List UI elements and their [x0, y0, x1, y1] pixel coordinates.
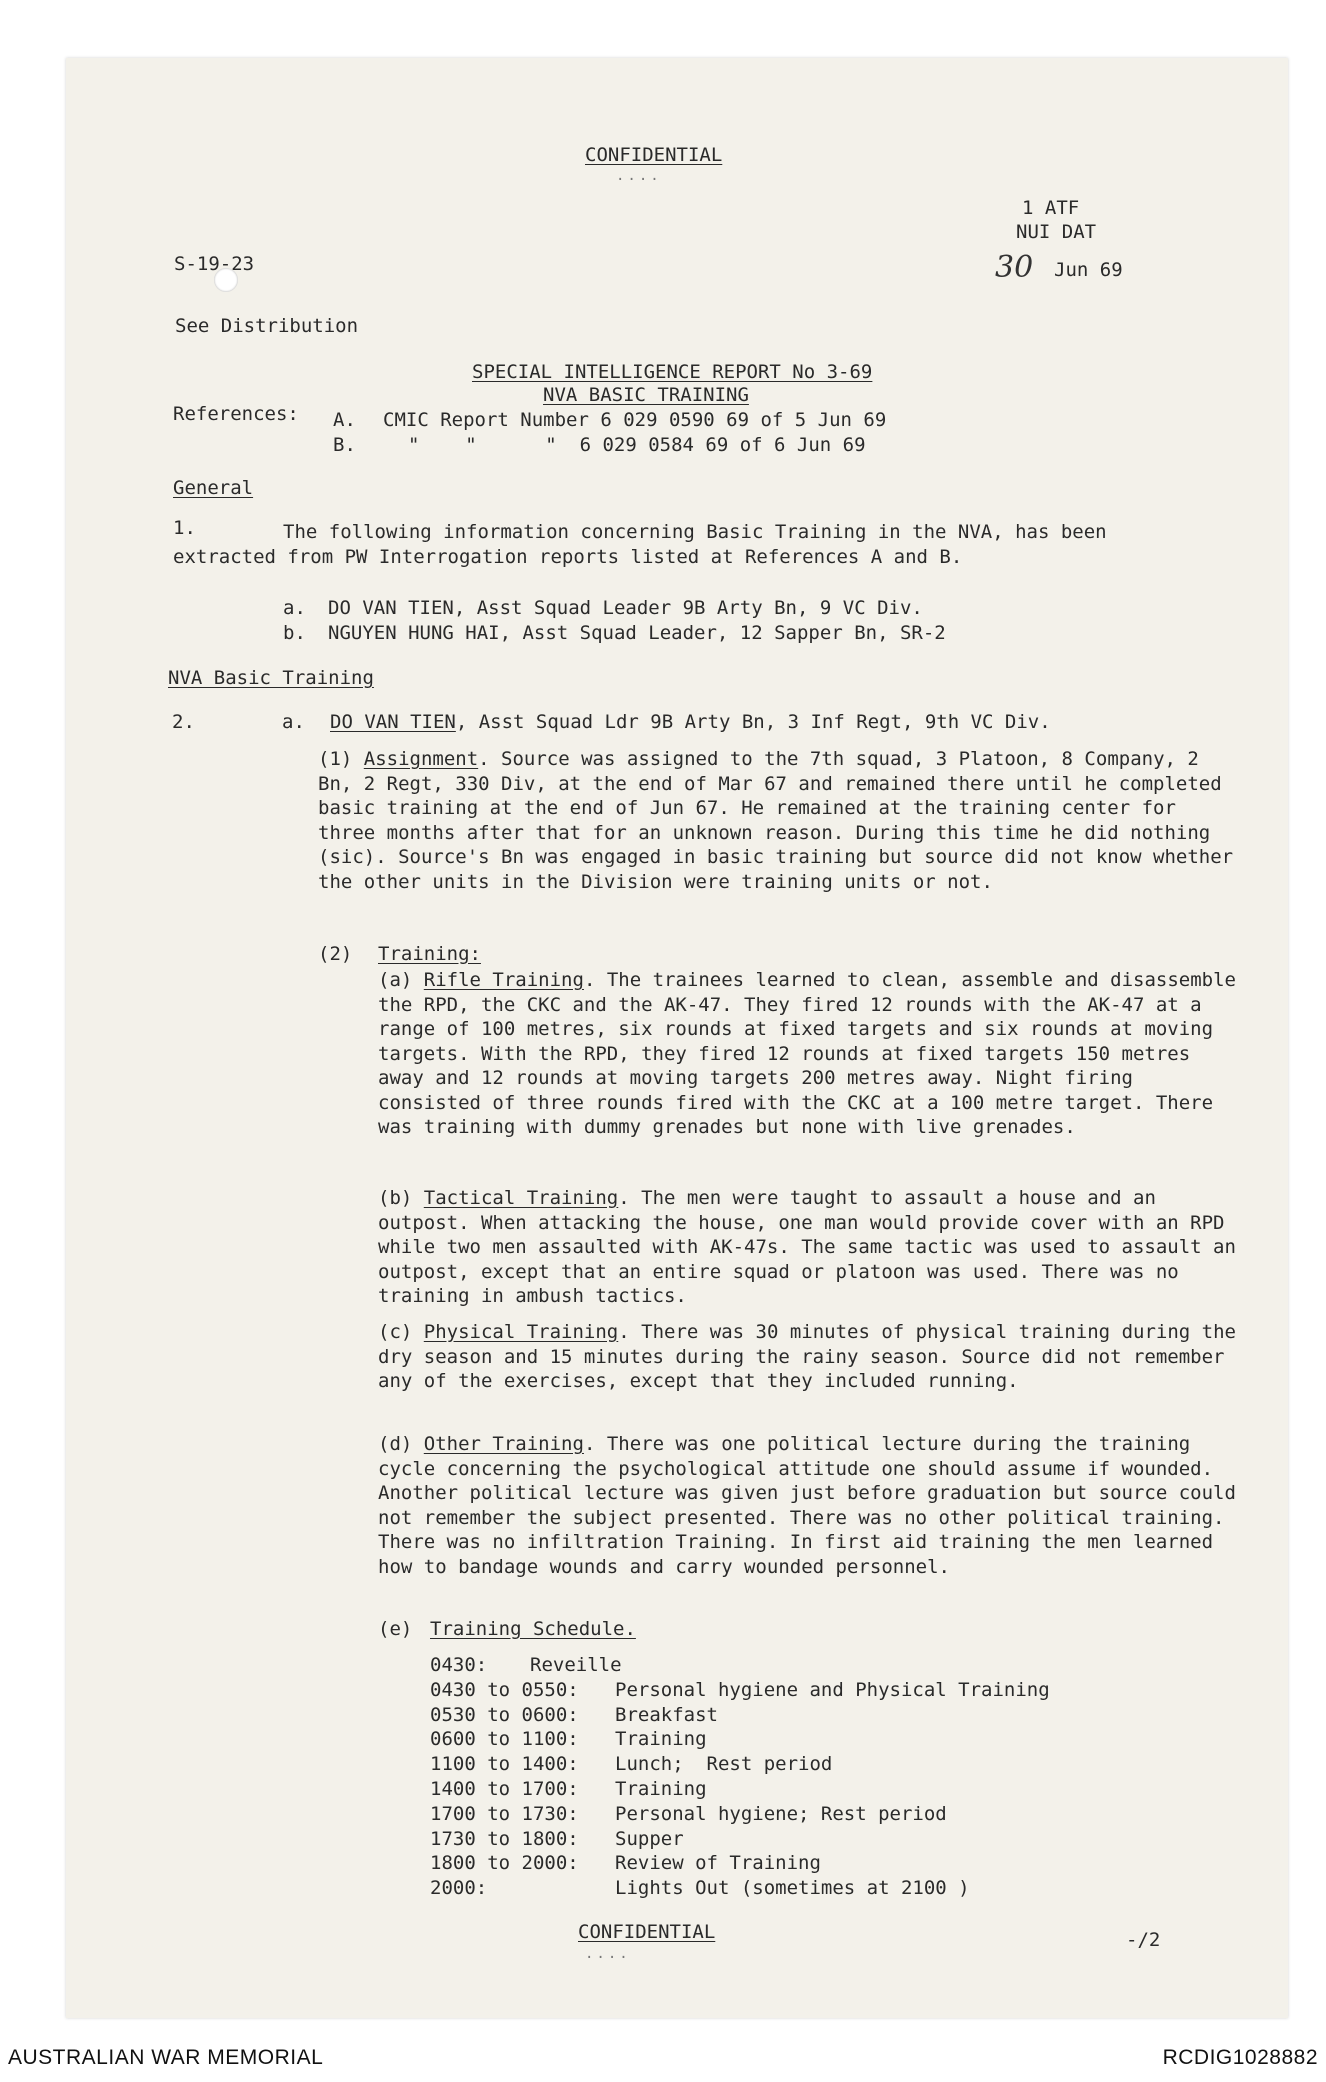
references-label: References:	[173, 403, 299, 425]
source-a-text: DO VAN TIEN, Asst Squad Leader 9B Arty Bn, 9 VC Div.	[328, 597, 923, 619]
other-training-text: . There was one political lecture during the training cycle concerning the psychological attitude one should assume if wounded. Another political lecture was given just before graduation but source could not remember the subject presented. There was no other political training. There was no infiltration Training. In first aid training the men learned how to bandage wounds and carry wounded personnel.	[378, 1433, 1236, 1578]
tactical-training-text: . The men were taught to assault a house and an outpost. When attacking the house, one man would provide cover with an RPD while two men assaulted with AK-47s. The same tactic was used to assault an outpost, except that an entire squad or platoon was used. There was no training in ambush tactics.	[378, 1187, 1236, 1307]
distribution-line: See Distribution	[175, 315, 359, 337]
footer-record-id: RCDIG1028882	[1162, 2046, 1318, 2069]
classification-dots: ....	[616, 168, 662, 184]
nva-training-heading: NVA Basic Training	[168, 667, 374, 689]
training-schedule	[430, 1653, 1050, 1901]
schedule-row	[430, 1678, 1050, 1703]
schedule-time: 1100 to 1400:	[430, 1753, 579, 1776]
tactical-training-paragraph	[378, 1186, 1240, 1309]
reference-b-text: " " " 6 029 0584 69 of 6 Jun 69	[408, 434, 866, 456]
schedule-row	[430, 1851, 1050, 1876]
date-day-handwritten: 30	[995, 250, 1034, 285]
physical-training-text: . There was 30 minutes of physical training during the dry season and 15 minutes during the rainy season. Source did not remember any of the exercises, except that they included running.	[378, 1321, 1236, 1392]
schedule-heading: Training Schedule.	[430, 1618, 636, 1640]
schedule-activity: Training	[615, 1777, 707, 1800]
assignment-number: (1)	[318, 748, 353, 770]
assignment-text: . Source was assigned to the 7th squad, 3 Platoon, 8 Company, 2 Bn, 2 Regt, 330 Div, at the end of Mar 67 and remained there until he completed basic training at the end of Jun 67. He remained at the training center for three months after that for an unknown reason. During this time he did nothing (sic). Source's Bn was engaged in basic training but source did not know whether the other units in the Division were training units or not.	[318, 748, 1234, 893]
subject-line	[330, 710, 1051, 734]
file-reference: S-19-23	[174, 253, 255, 275]
subject-name: DO VAN TIEN	[330, 711, 456, 733]
subject-details: , Asst Squad Ldr 9B Arty Bn, 3 Inf Regt, 9th VC Div.	[455, 711, 1051, 733]
classification-bottom-dots: ....	[585, 1946, 631, 1962]
classification-top: CONFIDENTIAL	[585, 144, 723, 166]
schedule-activity: Lights Out (sometimes at 2100 )	[615, 1877, 970, 1900]
section-2-number: 2.	[172, 711, 195, 733]
section-2a-letter: a.	[282, 711, 305, 733]
other-training-letter: (d)	[378, 1433, 413, 1455]
schedule-row	[430, 1876, 1050, 1901]
schedule-time: 1400 to 1700:	[430, 1777, 579, 1800]
schedule-time: 2000:	[430, 1877, 488, 1900]
general-paragraph: The following information concerning Basic Training in the NVA, has been extracted from PW Interrogation reports listed at References A and B.	[173, 521, 1107, 568]
source-b-letter: b.	[283, 622, 306, 644]
header-location: NUI DAT	[1016, 221, 1097, 243]
training-heading: Training:	[378, 943, 481, 965]
schedule-time: 0600 to 1100:	[430, 1728, 579, 1751]
date-month-year: Jun 69	[1054, 259, 1123, 281]
schedule-activity: Training	[615, 1728, 707, 1751]
schedule-letter: (e)	[378, 1618, 413, 1640]
physical-training-paragraph	[378, 1320, 1240, 1394]
reference-a-letter: A.	[333, 409, 356, 431]
rifle-training-letter: (a)	[378, 969, 413, 991]
header-unit: 1 ATF	[1022, 197, 1080, 219]
rifle-training-text: . The trainees learned to clean, assemble and disassemble the RPD, the CKC and the AK-47. They fired 12 rounds with the AK-47 at a range of 100 metres, six rounds at fixed targets and six rounds at moving targets. With the RPD, they fired 12 rounds at fixed targets 150 metres away and 12 rounds at moving targets 200 metres away. Night firing consisted of three rounds fired with the CKC at a 100 metre target. There was training with dummy grenades but none with live grenades.	[378, 969, 1236, 1138]
schedule-row	[430, 1752, 1050, 1777]
tactical-training-letter: (b)	[378, 1187, 413, 1209]
page-continuation-marker: -/2	[1126, 1929, 1161, 1951]
schedule-activity: Personal hygiene; Rest period	[615, 1802, 947, 1825]
schedule-activity: Review of Training	[615, 1852, 821, 1875]
physical-training-title: Physical Training	[423, 1321, 619, 1343]
tactical-training-title: Tactical Training	[423, 1187, 619, 1209]
schedule-activity: Supper	[615, 1827, 684, 1850]
schedule-time: 1700 to 1730:	[430, 1802, 579, 1825]
other-training-title: Other Training	[423, 1433, 584, 1455]
schedule-activity: Lunch; Rest period	[615, 1753, 833, 1776]
schedule-activity: Reveille	[530, 1654, 622, 1676]
source-b-text: NGUYEN HUNG HAI, Asst Squad Leader, 12 Sapper Bn, SR-2	[328, 622, 946, 644]
assignment-title: Assignment	[363, 748, 479, 770]
schedule-row	[430, 1827, 1050, 1852]
physical-training-letter: (c)	[378, 1321, 413, 1343]
assignment-paragraph	[318, 747, 1238, 894]
schedule-row	[430, 1777, 1050, 1802]
training-number: (2)	[318, 943, 353, 965]
schedule-row	[430, 1802, 1050, 1827]
schedule-row	[430, 1727, 1050, 1752]
other-training-paragraph	[378, 1432, 1240, 1579]
general-para-number: 1.	[173, 517, 196, 539]
reference-b-letter: B.	[333, 434, 356, 456]
schedule-time: 1800 to 2000:	[430, 1852, 579, 1875]
footer-archive-name: AUSTRALIAN WAR MEMORIAL	[8, 2046, 324, 2069]
schedule-row	[430, 1653, 1050, 1678]
rifle-training-paragraph	[378, 968, 1240, 1140]
schedule-row	[430, 1703, 1050, 1728]
schedule-time: 0430 to 0550:	[430, 1678, 579, 1701]
schedule-activity: Breakfast	[615, 1703, 718, 1726]
classification-bottom: CONFIDENTIAL	[578, 1921, 716, 1943]
schedule-time: 0530 to 0600:	[430, 1703, 579, 1726]
schedule-time: 1730 to 1800:	[430, 1827, 579, 1850]
report-subtitle: NVA BASIC TRAINING	[543, 384, 749, 406]
report-title: SPECIAL INTELLIGENCE REPORT No 3-69	[472, 361, 873, 383]
source-a-letter: a.	[283, 597, 306, 619]
schedule-activity: Personal hygiene and Physical Training	[615, 1678, 1050, 1701]
rifle-training-title: Rifle Training	[423, 969, 584, 991]
reference-a-text: CMIC Report Number 6 029 0590 69 of 5 Jun 69	[383, 409, 887, 431]
general-heading: General	[173, 477, 254, 499]
schedule-time: 0430:	[430, 1654, 488, 1676]
